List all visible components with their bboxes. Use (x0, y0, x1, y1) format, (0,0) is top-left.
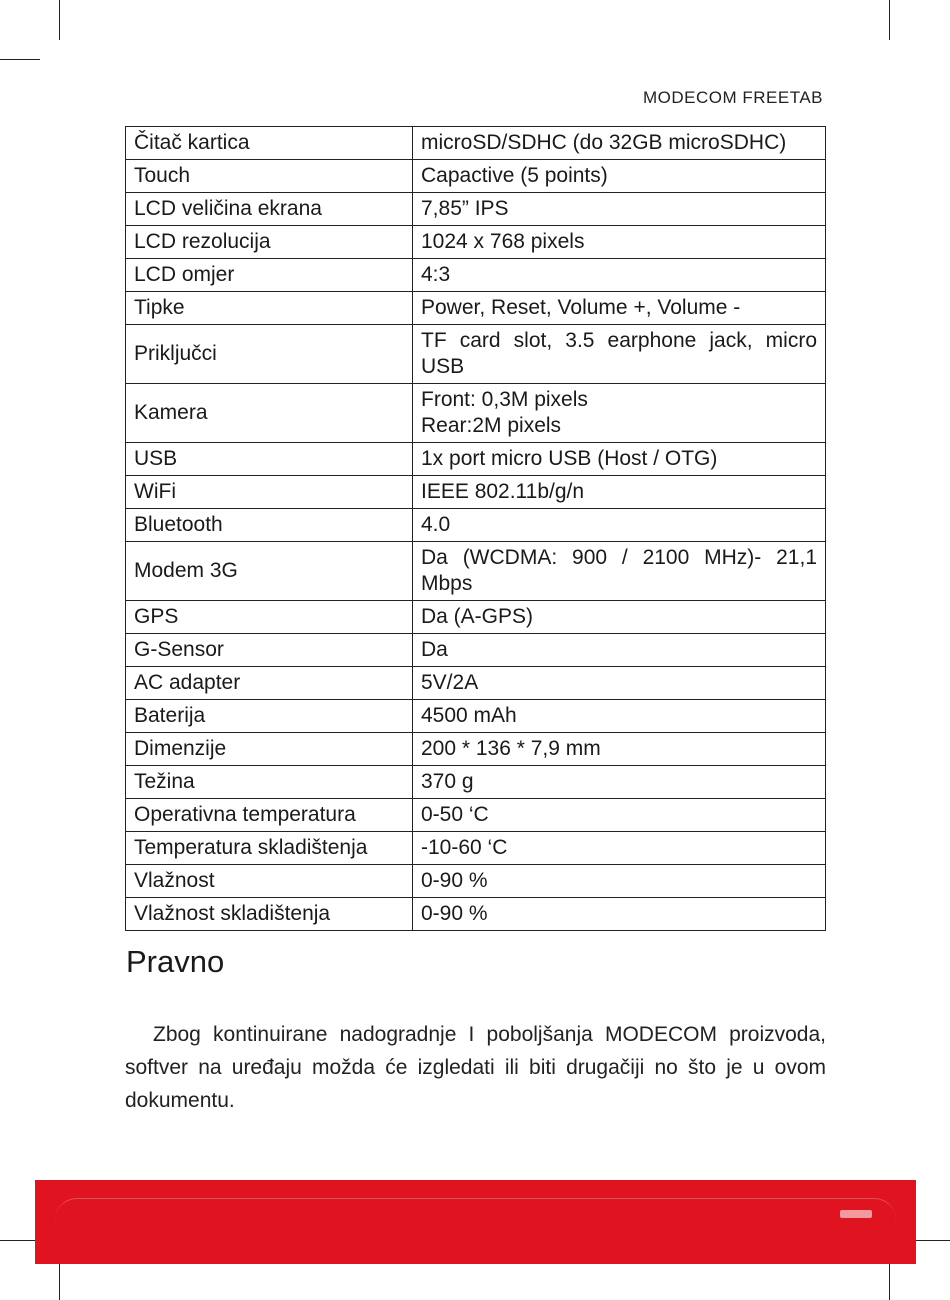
spec-value: 4:3 (413, 259, 826, 292)
spec-label: Tipke (126, 292, 413, 325)
spec-label: Dimenzije (126, 733, 413, 766)
crop-mark-bottom-right-v (889, 1260, 890, 1300)
spec-row (126, 898, 826, 931)
spec-label: Operativna temperatura (126, 799, 413, 832)
spec-row (126, 476, 826, 509)
spec-label: Čitač kartica (126, 127, 413, 160)
spec-row (126, 799, 826, 832)
specifications-table-body (126, 127, 826, 931)
spec-value: 370 g (413, 766, 826, 799)
spec-row (126, 542, 826, 601)
spec-row (126, 193, 826, 226)
spec-label: GPS (126, 601, 413, 634)
spec-value: 1024 x 768 pixels (413, 226, 826, 259)
spec-label: Vlažnost skladištenja (126, 898, 413, 931)
footer-bar (35, 1180, 916, 1264)
spec-value: 1x port micro USB (Host / OTG) (413, 443, 826, 476)
spec-value: 5V/2A (413, 667, 826, 700)
spec-value: TF card slot, 3.5 earphone jack, micro USB (413, 325, 826, 384)
spec-value: Power, Reset, Volume +, Volume - (413, 292, 826, 325)
spec-label: Bluetooth (126, 509, 413, 542)
spec-row (126, 509, 826, 542)
spec-label: Priključci (126, 325, 413, 384)
spec-label: Baterija (126, 700, 413, 733)
crop-mark-top-left-v (59, 0, 60, 40)
spec-row (126, 384, 826, 443)
spec-value: 200 * 136 * 7,9 mm (413, 733, 826, 766)
spec-value: 0-90 % (413, 865, 826, 898)
spec-value: 0-50 ‘C (413, 799, 826, 832)
spec-value: 4500 mAh (413, 700, 826, 733)
legal-heading: Pravno (126, 944, 225, 979)
running-header-brand: MODECOM FREETAB (642, 88, 823, 107)
footer-inner-frame (55, 1198, 896, 1264)
spec-value: 0-90 % (413, 898, 826, 931)
crop-mark-bottom-left-v (59, 1260, 60, 1300)
spec-label: Modem 3G (126, 542, 413, 601)
spec-value: IEEE 802.11b/g/n (413, 476, 826, 509)
spec-row (126, 601, 826, 634)
spec-row (126, 832, 826, 865)
spec-label: WiFi (126, 476, 413, 509)
spec-row (126, 292, 826, 325)
specifications-table (125, 126, 826, 931)
spec-row (126, 634, 826, 667)
spec-value: -10-60 ‘C (413, 832, 826, 865)
spec-row (126, 766, 826, 799)
spec-row (126, 443, 826, 476)
spec-value: microSD/SDHC (do 32GB microSDHC) (413, 127, 826, 160)
spec-row (126, 226, 826, 259)
spec-label: LCD omjer (126, 259, 413, 292)
spec-label: AC adapter (126, 667, 413, 700)
crop-mark-top-right-v (889, 0, 890, 40)
spec-row (126, 733, 826, 766)
spec-row (126, 865, 826, 898)
legal-paragraph: Zbog kontinuirane nadogradnje I poboljšanja MODECOM proizvoda, softver na uređaju možda će izgledati ili biti drugačiji no što je u ovom dokumentu. (125, 1023, 826, 1112)
spec-label: LCD rezolucija (126, 226, 413, 259)
spec-label: LCD veličina ekrana (126, 193, 413, 226)
spec-value: Front: 0,3M pixels Rear:2M pixels (413, 384, 826, 443)
spec-row (126, 127, 826, 160)
spec-label: Kamera (126, 384, 413, 443)
spec-label: G-Sensor (126, 634, 413, 667)
spec-value: Da (WCDMA: 900 / 2100 MHz)- 21,1 Mbps (413, 542, 826, 601)
spec-label: Težina (126, 766, 413, 799)
page-number-mark (840, 1210, 872, 1218)
crop-mark-top-left-h (0, 59, 40, 60)
spec-row (126, 160, 826, 193)
crop-mark-bottom-left-h (0, 1240, 40, 1241)
spec-label: Vlažnost (126, 865, 413, 898)
spec-label: Touch (126, 160, 413, 193)
spec-label: USB (126, 443, 413, 476)
spec-row (126, 700, 826, 733)
spec-label: Temperatura skladištenja (126, 832, 413, 865)
spec-row (126, 325, 826, 384)
spec-value: 7,85” IPS (413, 193, 826, 226)
spec-value: 4.0 (413, 509, 826, 542)
spec-row (126, 667, 826, 700)
crop-mark-bottom-right-h (910, 1240, 950, 1241)
spec-value: Capactive (5 points) (413, 160, 826, 193)
spec-value: Da (413, 634, 826, 667)
spec-row (126, 259, 826, 292)
spec-value: Da (A-GPS) (413, 601, 826, 634)
